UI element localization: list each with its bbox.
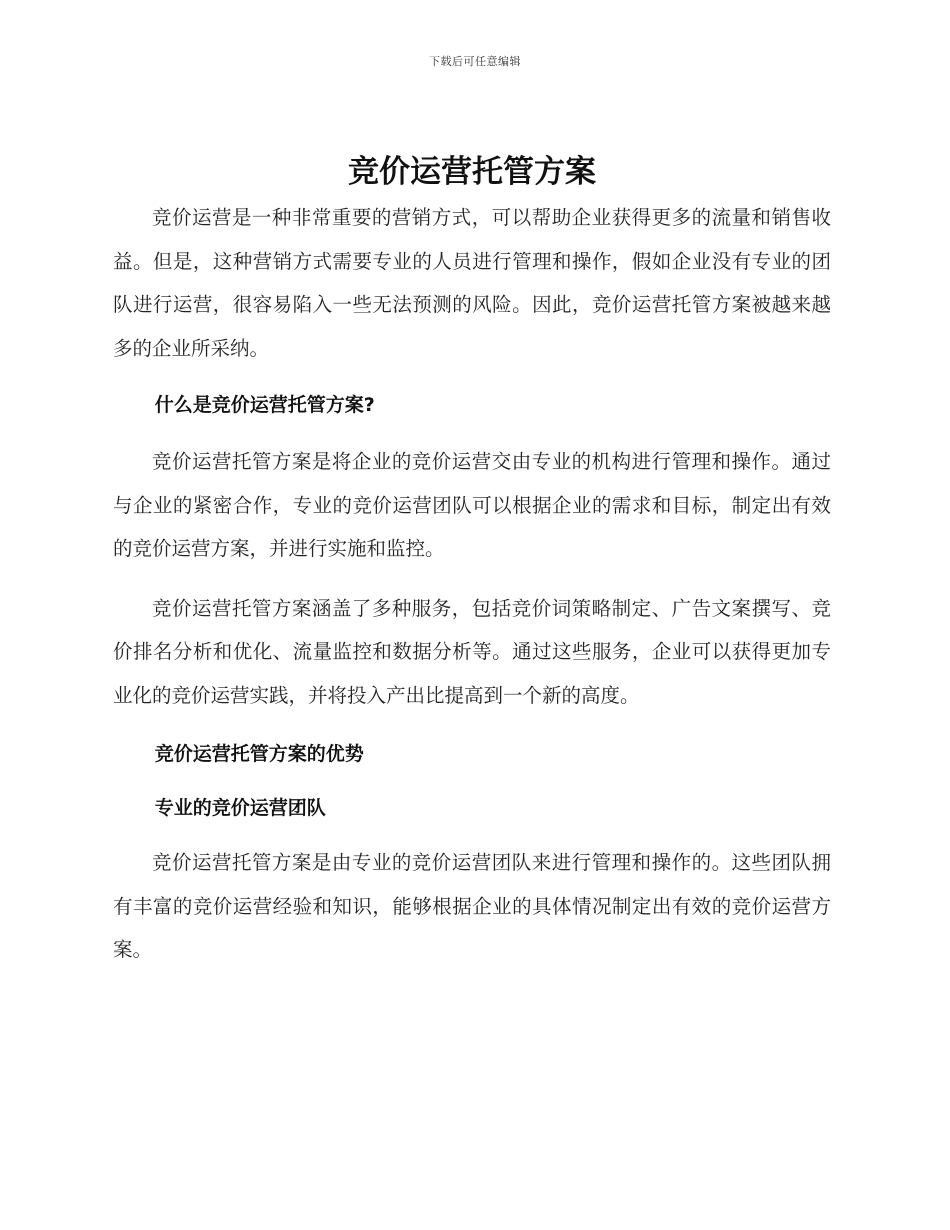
section1-paragraph-1: 竞价运营托管方案是将企业的竞价运营交由专业的机构进行管理和操作。通过与企业的紧密合作，专业的竞价运营团队可以根据企业的需求和目标，制定出有效的竞价运营方案，并进行实施和监控。	[113, 450, 831, 560]
section-heading-what-is: 什么是竞价运营托管方案?	[154, 394, 375, 416]
document-body	[113, 150, 831, 972]
section2-paragraph-1: 竞价运营托管方案是由专业的竞价运营团队来进行管理和操作的。这些团队拥有丰富的竞价运营经验和知识，能够根据企业的具体情况制定出有效的竞价运营方案。	[113, 851, 831, 961]
document-title: 竞价运营托管方案	[348, 154, 596, 190]
subheading-professional-team: 专业的竞价运营团队	[154, 797, 326, 819]
intro-paragraph: 竞价运营是一种非常重要的营销方式，可以帮助企业获得更多的流量和销售收益。但是，这种营销方式需要专业的人员进行管理和操作，假如企业没有专业的团队进行运营，很容易陷入一些无法预测的风险。因此，竞价运营托管方案被越来越多的企业所采纳。	[113, 206, 831, 360]
section1-paragraph-2: 竞价运营托管方案涵盖了多种服务，包括竞价词策略制定、广告文案撰写、竞价排名分析和优化、流量监控和数据分析等。通过这些服务，企业可以获得更加专业化的竞价运营实践，并将投入产出比提高到一个新的高度。	[113, 596, 831, 707]
page-header: 下载后可任意编辑	[429, 55, 521, 68]
section-heading-advantages: 竞价运营托管方案的优势	[154, 743, 364, 765]
